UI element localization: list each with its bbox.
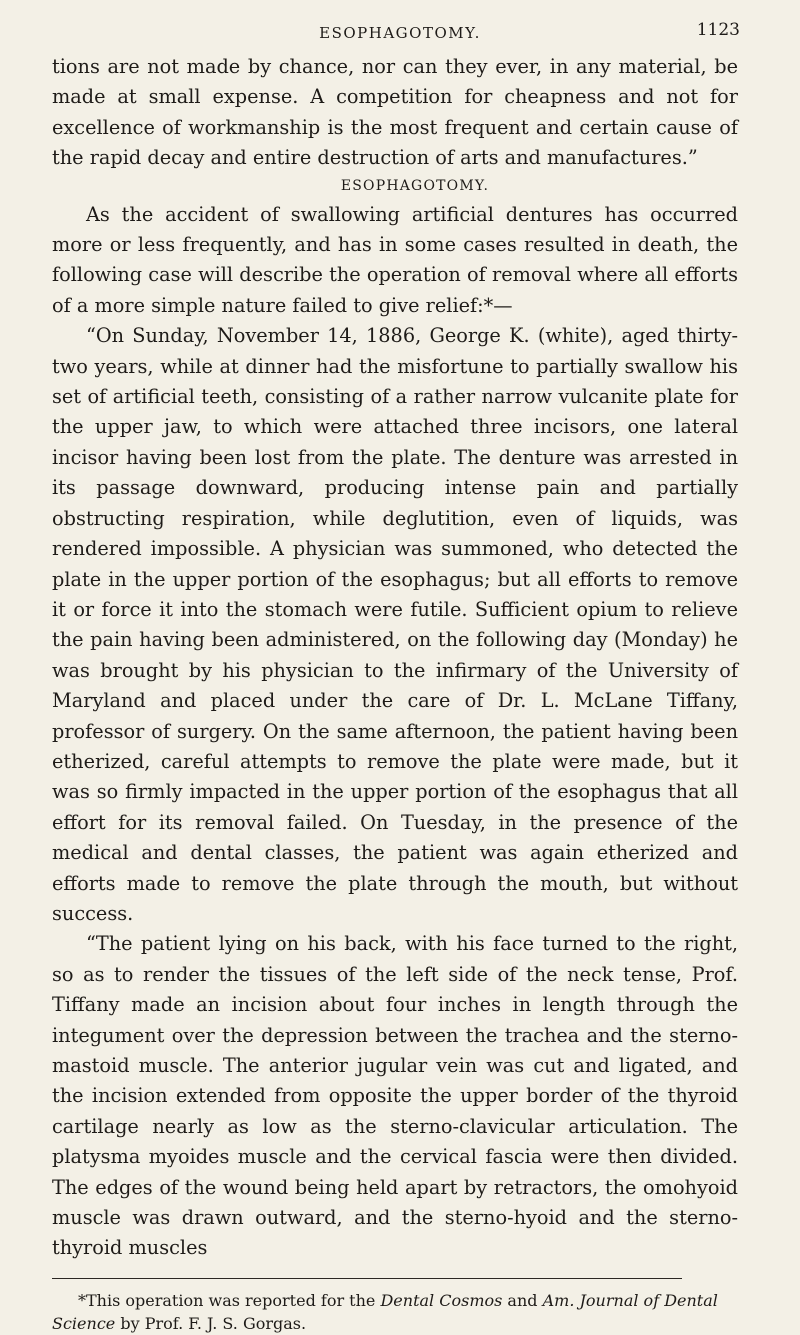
- running-title: ESOPHAGOTOMY.: [319, 24, 481, 42]
- section-heading: ESOPHAGOTOMY.: [340, 177, 490, 194]
- paragraph-continuation: tions are not made by chance, nor can they ever, in any material, be made at small expense. A competition for cheapness and not for excellence of workmanship is the most frequent and certain cause of the rapid decay and entire destruction of arts and manufactures.”: [52, 55, 738, 170]
- page-number: 1123: [696, 20, 740, 40]
- footnote-tail: by Prof. F. J. S. Gorgas.: [115, 1313, 307, 1333]
- footnote-lead: *This operation was reported for the: [78, 1290, 381, 1310]
- paragraph-operation: “The patient lying on his back, with his face turned to the right, so as to render the tissues of the left side of the neck tense, Prof. Tiffany made an incision about four inches in length through the integument over the depression between the trachea and the sterno-mastoid muscle. The anterior jugular vein was cut and ligated, and the incision extended from opposite the upper border of the thyroid cartilage nearly as low as the sterno-clavicular articulation. The platysma myoides muscle and the cervical fascia were then divided. The edges of the wound being held apart by retractors, the omohyoid muscle was drawn outward, and the sterno-hyoid and the sterno-thyroid muscles: [52, 932, 738, 1260]
- footnote-divider: [52, 1278, 682, 1279]
- body-text: [52, 52, 738, 1264]
- footnote: [52, 1289, 738, 1335]
- footnote-journal-1: Dental Cosmos: [380, 1290, 503, 1310]
- footnote-journal-2: Am. Journal of Dental Science: [52, 1290, 718, 1333]
- running-head: [0, 18, 800, 48]
- footnote-and: and: [502, 1290, 543, 1310]
- paragraph-case-history: “On Sunday, November 14, 1886, George K. (white), aged thirty-two years, while at dinner had the misfortune to partially swallow his set of artificial teeth, consisting of a rather narrow vulcanite plate for the upper jaw, to which were attached three incisors, one lateral incisor having been lost from the plate. The denture was arrested in its passage downward, producing intense pain and partially obstructing respiration, while deglutition, even of liquids, was rendered impossible. A physician was summoned, who detected the plate in the upper portion of the esophagus; but all efforts to remove it or force it into the stomach were futile. Sufficient opium to relieve the pain having been administered, on the following day (Monday) he was brought by his physician to the infirmary of the University of Maryland and placed under the care of Dr. L. McLane Tiffany, professor of surgery. On the same afternoon, the patient having been etherized, careful attempts to remove the plate were made, but it was so firmly impacted in the upper portion of the esophagus that all effort for its removal failed. On Tuesday, in the presence of the medical and dental classes, the patient was again etherized and efforts made to remove the plate through the mouth, but without success.: [52, 324, 738, 925]
- paragraph-intro: As the accident of swallowing artificial dentures has occurred more or less frequently, and has in some cases resulted in death, the following case will describe the operation of removal where all efforts of a more simple nature failed to give relief:*—: [52, 202, 738, 317]
